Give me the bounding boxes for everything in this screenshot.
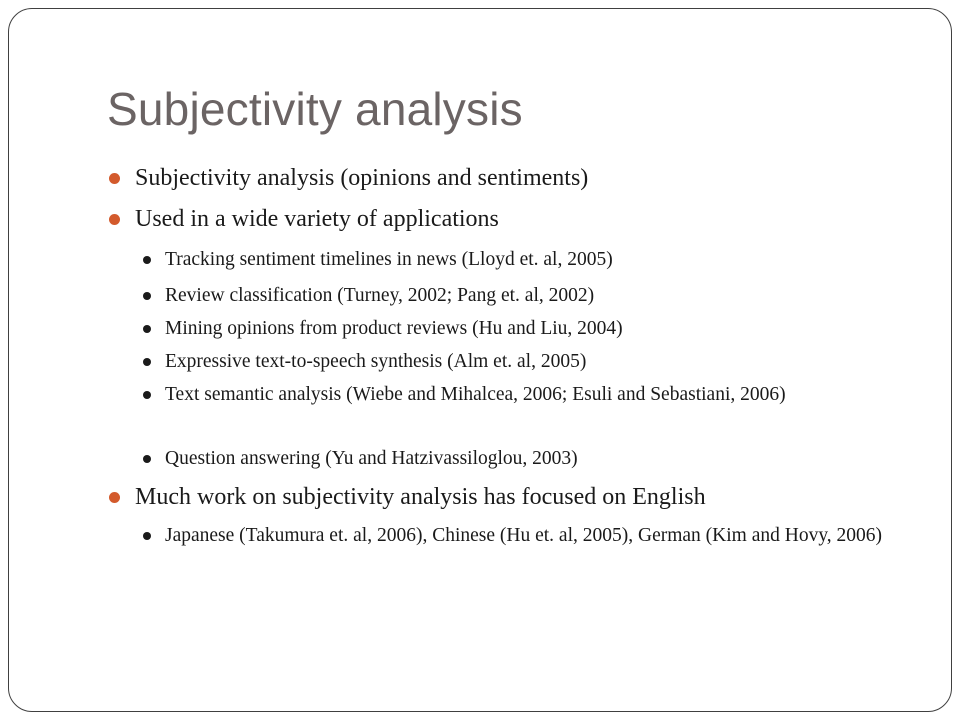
sub-bullet-other-languages: Japanese (Takumura et. al, 2006), Chinese (Hu et. al, 2005), German (Kim and Hovy, 2006)	[165, 523, 885, 549]
sub-bullet-tracking-sentiment: Tracking sentiment timelines in news (Lloyd et. al, 2005)	[165, 247, 885, 273]
bullet-english-focus: Much work on subjectivity analysis has focused on English	[135, 483, 915, 511]
bullet-subjectivity-analysis: Subjectivity analysis (opinions and sentiments)	[135, 164, 915, 192]
sub-bullet-question-answering: Question answering (Yu and Hatzivassiloglou, 2003)	[165, 446, 885, 472]
sub-bullet-text-semantic-analysis: Text semantic analysis (Wiebe and Mihalcea, 2006; Esuli and Sebastiani, 2006)	[165, 382, 885, 408]
sub-bullet-review-classification: Review classification (Turney, 2002; Pang et. al, 2002)	[165, 283, 885, 309]
sub-bullet-mining-opinions: Mining opinions from product reviews (Hu and Liu, 2004)	[165, 316, 885, 342]
bullet-applications: Used in a wide variety of applications	[135, 205, 915, 233]
slide-title: Subjectivity analysis	[107, 83, 523, 135]
sub-bullet-text-to-speech: Expressive text-to-speech synthesis (Alm et. al, 2005)	[165, 349, 885, 375]
